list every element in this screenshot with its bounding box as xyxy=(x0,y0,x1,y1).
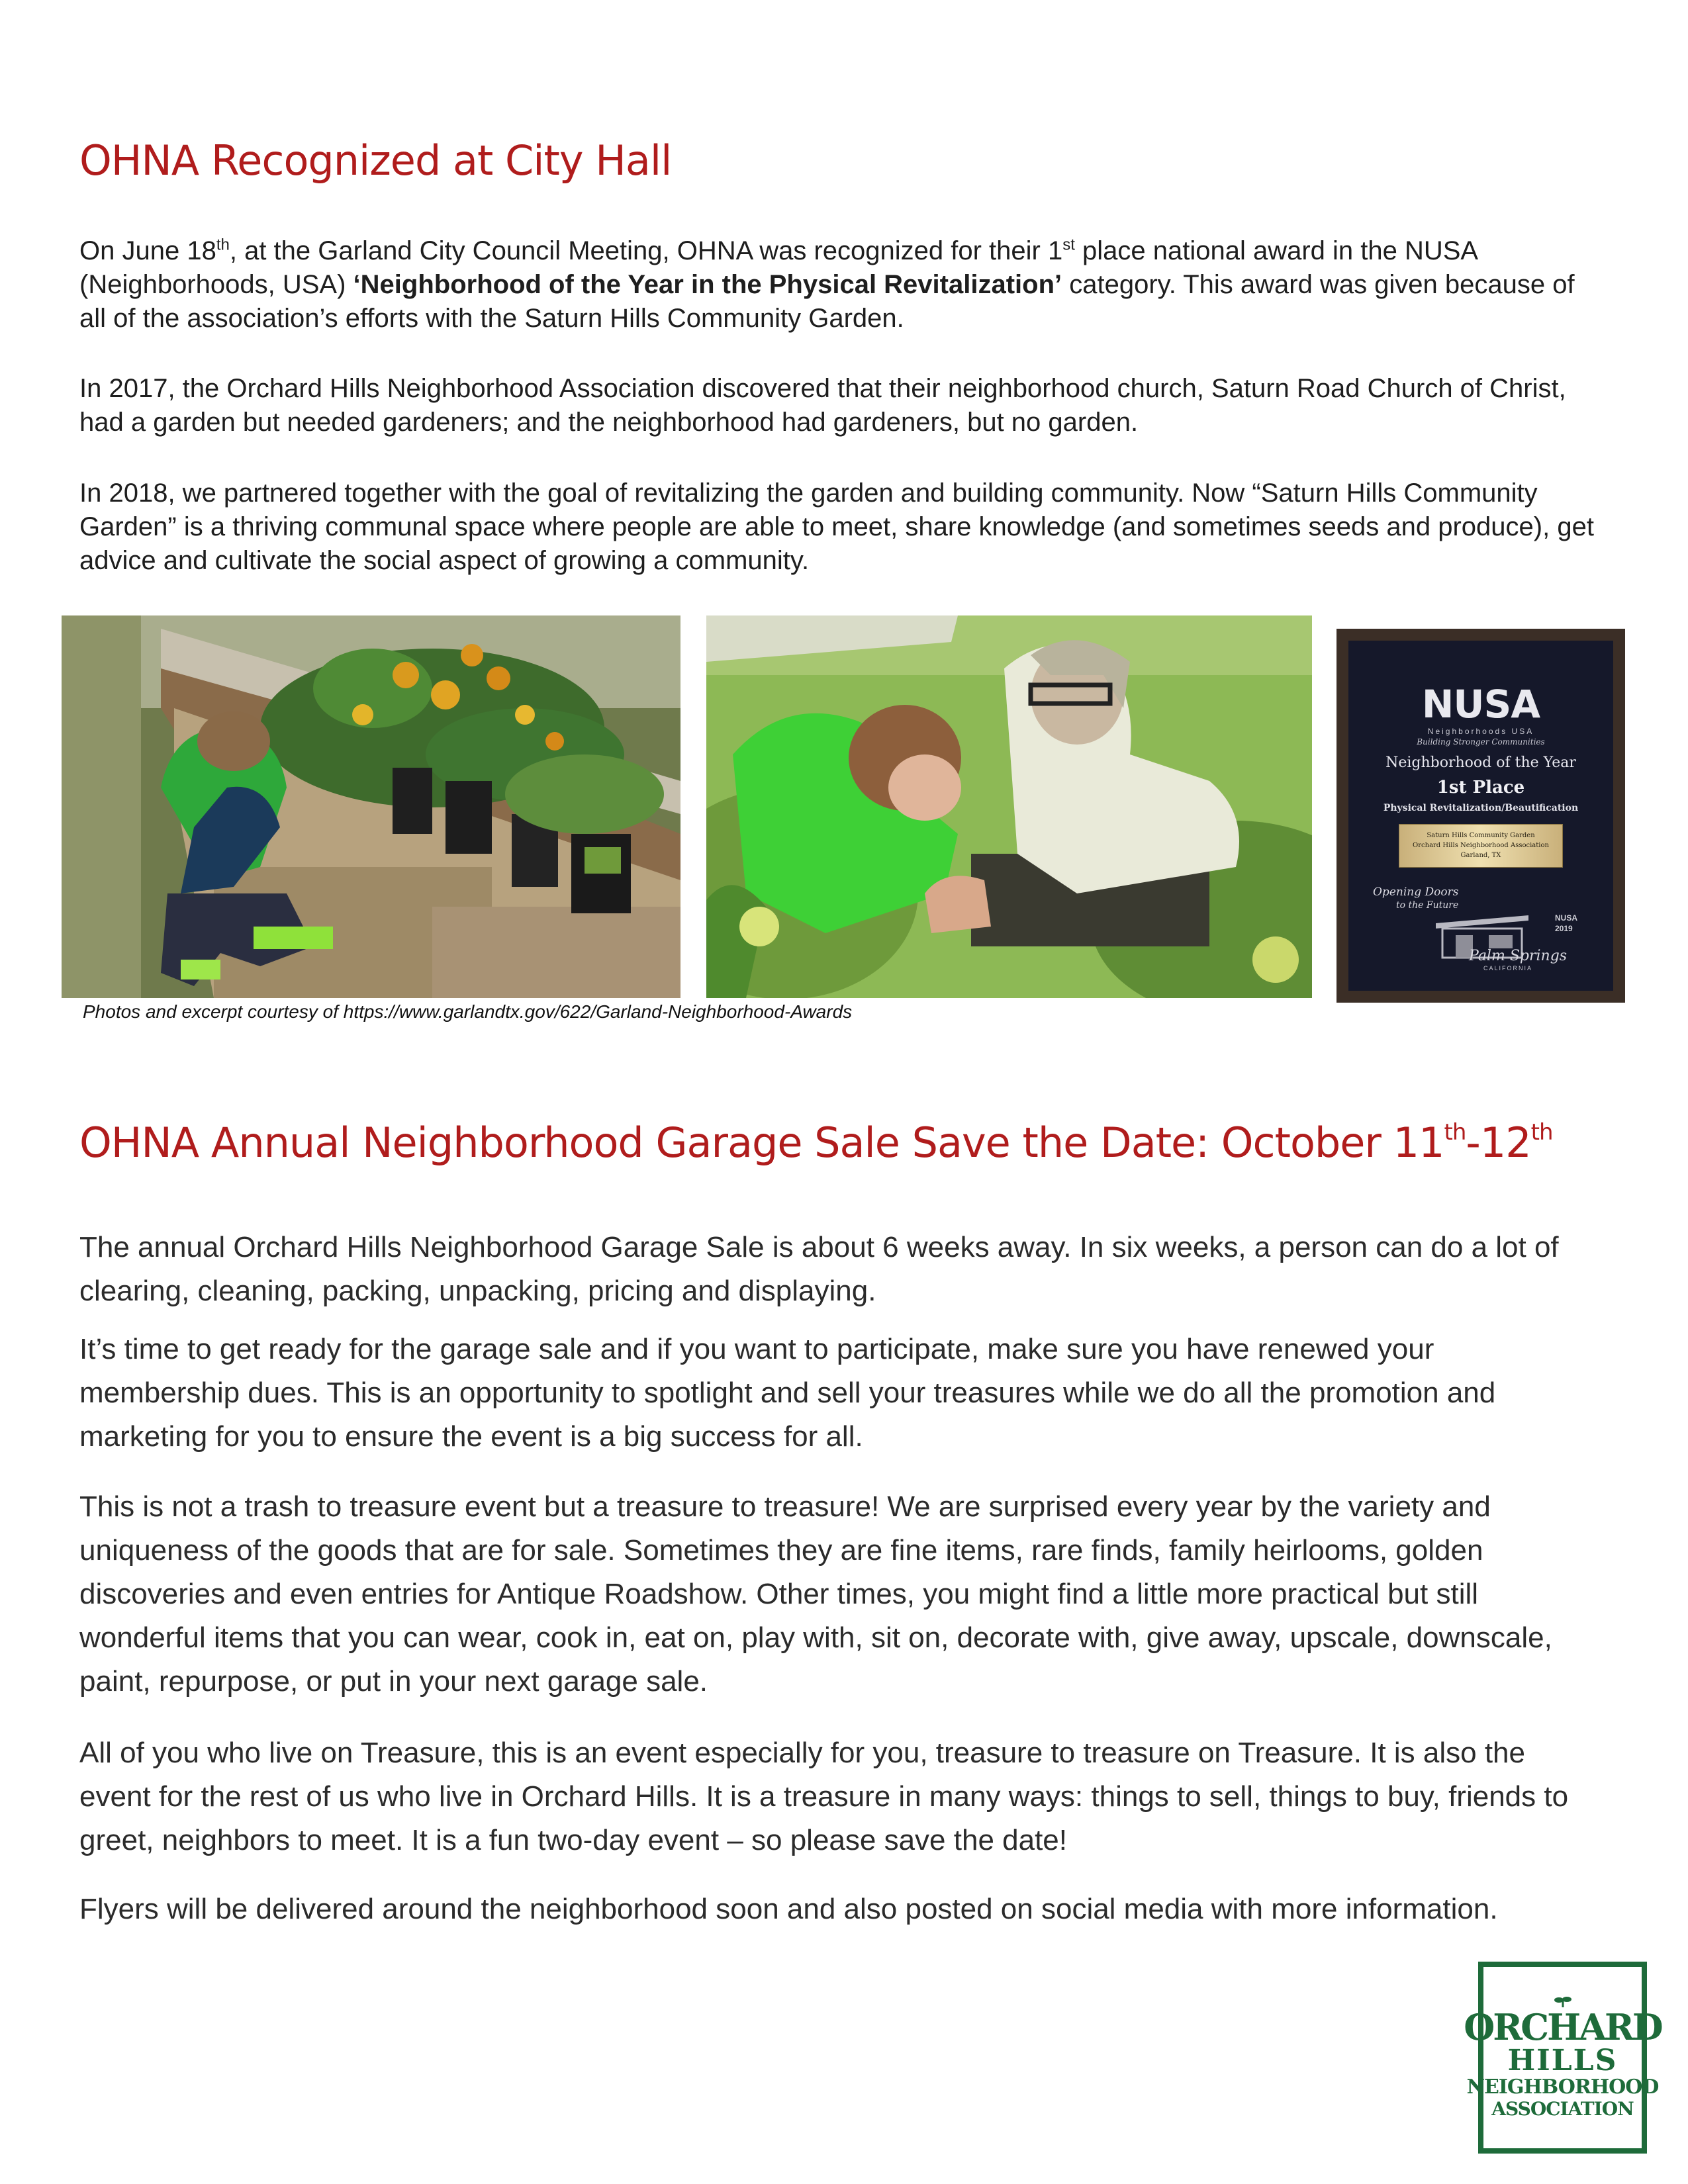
section2-paragraph-4: All of you who live on Treasure, this is an event especially for you, treasure to treasure on Treasure. It is also the event for the rest of us who live in Orchard Hills. It is a treasure in many ways: things to sell, things to buy, friends to greet, neighbors to meet. It is a fun two-day event – so please save the date! xyxy=(79,1737,1569,1856)
section1-paragraph-2: In 2017, the Orchard Hills Neighborhood Association discovered that their neighborhood church, Saturn Road Church of Christ, had a garden but needed gardeners; and the neighborhood had gardeners, but no garden. xyxy=(79,374,1566,437)
plaque-place: 1st Place xyxy=(1436,778,1525,797)
award-plaque-photo xyxy=(1336,629,1625,1003)
plaque-title: Neighborhood of the Year xyxy=(1385,754,1576,771)
plaque-event: NUSA xyxy=(1555,913,1578,923)
award-category-name: ‘Neighborhood of the Year in the Physical Revitalization’ xyxy=(353,270,1062,299)
section2-paragraph-5: Flyers will be delivered around the neighborhood soon and also posted on social media with more information. xyxy=(79,1893,1498,1925)
plaque-category: Physical Revitalization/Beautification xyxy=(1383,803,1579,813)
garden-child-photo xyxy=(62,615,680,998)
plaque-brand: NUSA xyxy=(1421,682,1540,727)
logo-line-4: ASSOCIATION xyxy=(1491,2098,1634,2120)
plaque-inscription xyxy=(1399,824,1563,868)
plaque-inscription-line-2: Orchard Hills Neighborhood Association xyxy=(1413,842,1549,849)
photo-caption: Photos and excerpt courtesy of https://www.garlandtx.gov/622/Garland-Neighborhood-Awards xyxy=(83,1001,853,1022)
section2-paragraph-1: The annual Orchard Hills Neighborhood Garage Sale is about 6 weeks away. In six weeks, a person can do a lot of clearing, cleaning, packing, unpacking, pricing and displaying. xyxy=(79,1231,1559,1307)
section1-paragraph-1: On June 18th, at the Garland City Council Meeting, OHNA was recognized for their 1st place national award in the NUSA (Neighborhoods, USA) ‘Neighborhood of the Year in the Physical Revitalization’ category. This award was given because of all of the association’s efforts with the Saturn Hills Community Garden. xyxy=(79,236,1575,333)
section2-paragraph-2: It’s time to get ready for the garage sale and if you want to participate, make sure you have renewed your membership dues. This is an opportunity to spotlight and sell your treasures while we do all the promotion and marketing for you to ensure the event is a big success for all. xyxy=(79,1333,1496,1453)
plaque-inscription-line-3: Garland, TX xyxy=(1460,852,1501,859)
plaque-inscription-line-1: Saturn Hills Community Garden xyxy=(1427,832,1535,839)
orchard-hills-logo xyxy=(1464,1962,1662,2154)
logo-line-3: NEIGHBORHOOD xyxy=(1466,2075,1659,2099)
section2-heading: OHNA Annual Neighborhood Garage Sale Save the Date: October 11th-12th xyxy=(79,1118,1553,1167)
plaque-city: Palm Springs xyxy=(1469,948,1568,964)
logo-line-1: ORCHARD xyxy=(1464,2006,1662,2048)
logo-line-2: HILLS xyxy=(1507,2044,1618,2077)
plaque-script-2: to the Future xyxy=(1396,900,1459,911)
gardeners-photo xyxy=(706,615,1312,998)
section2-paragraph-3: This is not a trash to treasure event but a treasure to treasure! We are surprised every year by the variety and uniqueness of the goods that are for sale. Sometimes they are fine items, rare finds, family heirlooms, golden discoveries and even entries for Antique Roadshow. Other times, you might find a little more practical but still wonderful items that you can wear, cook in, eat on, play with, sit on, decorate with, give away, upscale, downscale, paint, repurpose, or put in your next garage sale. xyxy=(79,1490,1552,1698)
section1-heading: OHNA Recognized at City Hall xyxy=(79,136,672,185)
plaque-script-1: Opening Doors xyxy=(1373,886,1459,899)
plaque-brand-sub: Neighborhoods USA xyxy=(1427,727,1534,736)
plaque-brand-tag: Building Stronger Communities xyxy=(1417,737,1545,747)
plaque-year: 2019 xyxy=(1555,924,1573,933)
section1-paragraph-3: In 2018, we partnered together with the goal of revitalizing the garden and building community. Now “Saturn Hills Community Garden” is a thriving communal space where people are able to meet, share knowledge (and sometimes seeds and produce), get advice and cultivate the social aspect of growing a community. xyxy=(79,478,1594,575)
plaque-state: CALIFORNIA xyxy=(1483,965,1533,972)
